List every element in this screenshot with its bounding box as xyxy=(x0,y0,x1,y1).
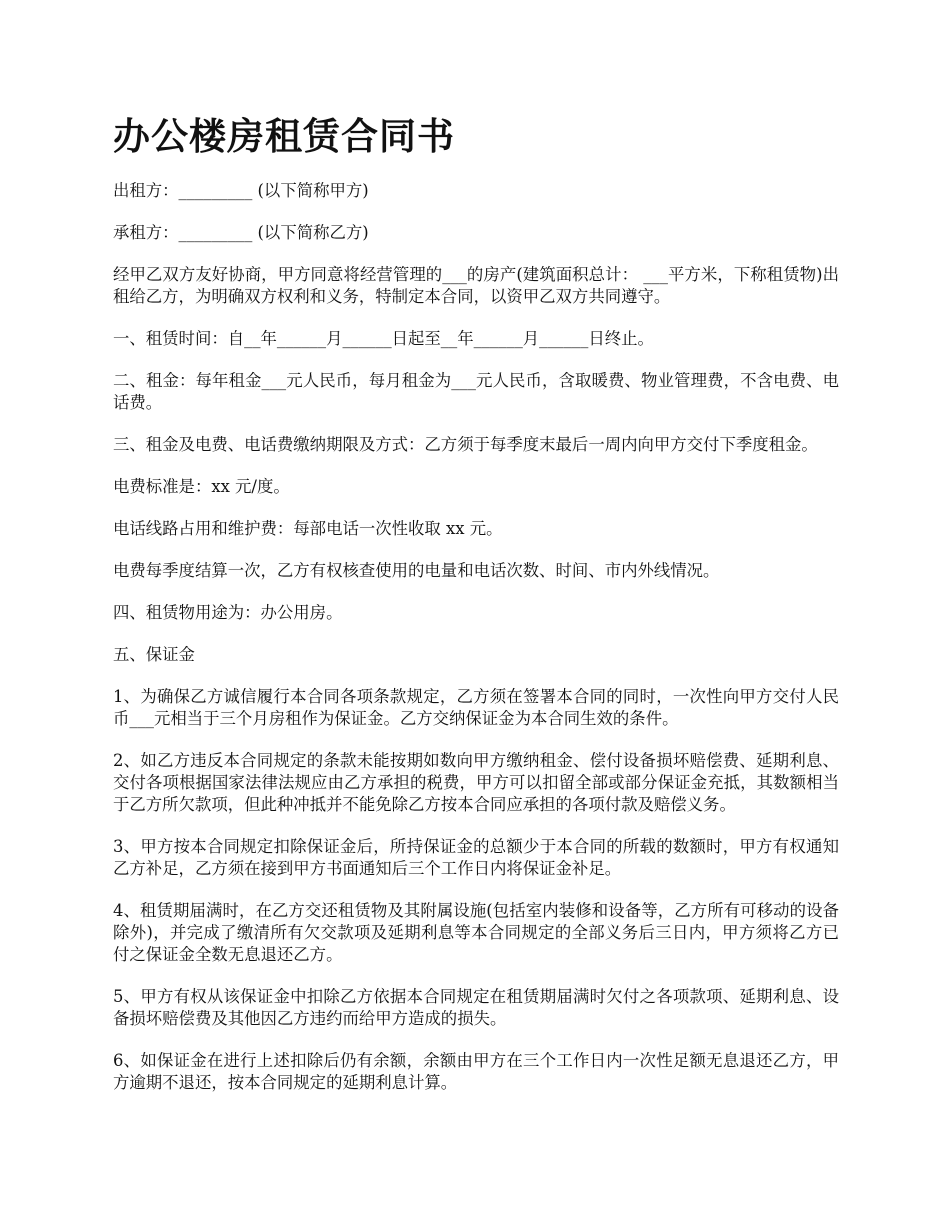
paragraph-deposit-4: 4、租赁期届满时，在乙方交还租赁物及其附属设施(包括室内装修和设备等，乙方所有可移动的设备除外)，并完成了缴清所有欠交款项及延期利息等本合同规定的全部义务后三日内，甲方须将乙方已付之保证金全数无息退还乙方。 xyxy=(113,901,839,964)
paragraph-phone-fee: 电话线路占用和维护费：每部电话一次性收取 xx 元。 xyxy=(113,519,503,538)
paragraph-lease-term: 一、租赁时间：自__年______月______日起至__年______月______日终止。 xyxy=(113,329,654,348)
paragraph-deposit-3: 3、甲方按本合同规定扣除保证金后，所持保证金的总额少于本合同的所载的数额时，甲方有权通知乙方补足，乙方须在接到甲方书面通知后三个工作日内将保证金补足。 xyxy=(113,837,839,878)
paragraph-lessee: 承租方：_________ (以下简称乙方) xyxy=(113,223,369,242)
paragraph-rent: 二、租金：每年租金___元人民币，每月租金为___元人民币，含取暖费、物业管理费，不含电费、电话费。 xyxy=(113,371,839,412)
document-title: 办公楼房租赁合同书 xyxy=(113,114,455,158)
section-heading-deposit: 五、保证金 xyxy=(113,645,195,664)
paragraph-lessor: 出租方：_________ (以下简称甲方) xyxy=(113,181,369,200)
paragraph-payment-terms: 三、租金及电费、电话费缴纳期限及方式：乙方须于每季度末最后一周内向甲方交付下季度租金。 xyxy=(113,435,818,454)
paragraph-deposit-2: 2、如乙方违反本合同规定的条款未能按期如数向甲方缴纳租金、偿付设备损坏赔偿费、延期利息、交付各项根据国家法律法规应由乙方承担的税费，甲方可以扣留全部或部分保证金充抵，其数额相当于乙方所欠款项，但此种冲抵并不能免除乙方按本合同应承担的各项付款及赔偿义务。 xyxy=(113,751,839,814)
paragraph-electricity-rate: 电费标准是：xx 元/度。 xyxy=(113,477,290,496)
document-body xyxy=(113,180,839,1114)
paragraph-deposit-6: 6、如保证金在进行上述扣除后仍有余额，余额由甲方在三个工作日内一次性足额无息退还乙方，甲方逾期不退还，按本合同规定的延期利息计算。 xyxy=(113,1051,839,1092)
paragraph-deposit-5: 5、甲方有权从该保证金中扣除乙方依据本合同规定在租赁期届满时欠付之各项款项、延期利息、设备损坏赔偿费及其他因乙方违约而给甲方造成的损失。 xyxy=(113,987,839,1028)
paragraph-preamble: 经甲乙双方友好协商，甲方同意将经营管理的___的房产(建筑面积总计： ___平方米，下称租赁物)出租给乙方，为明确双方权利和义务，特制定本合同，以资甲乙双方共同遵守。 xyxy=(113,265,839,306)
paragraph-deposit-1: 1、为确保乙方诚信履行本合同各项条款规定，乙方须在签署本合同的同时，一次性向甲方交付人民币___元相当于三个月房租作为保证金。乙方交纳保证金为本合同生效的条件。 xyxy=(113,687,839,728)
paragraph-settlement: 电费每季度结算一次，乙方有权核查使用的电量和电话次数、时间、市内外线情况。 xyxy=(113,561,720,580)
paragraph-usage: 四、租赁物用途为：办公用房。 xyxy=(113,603,343,622)
